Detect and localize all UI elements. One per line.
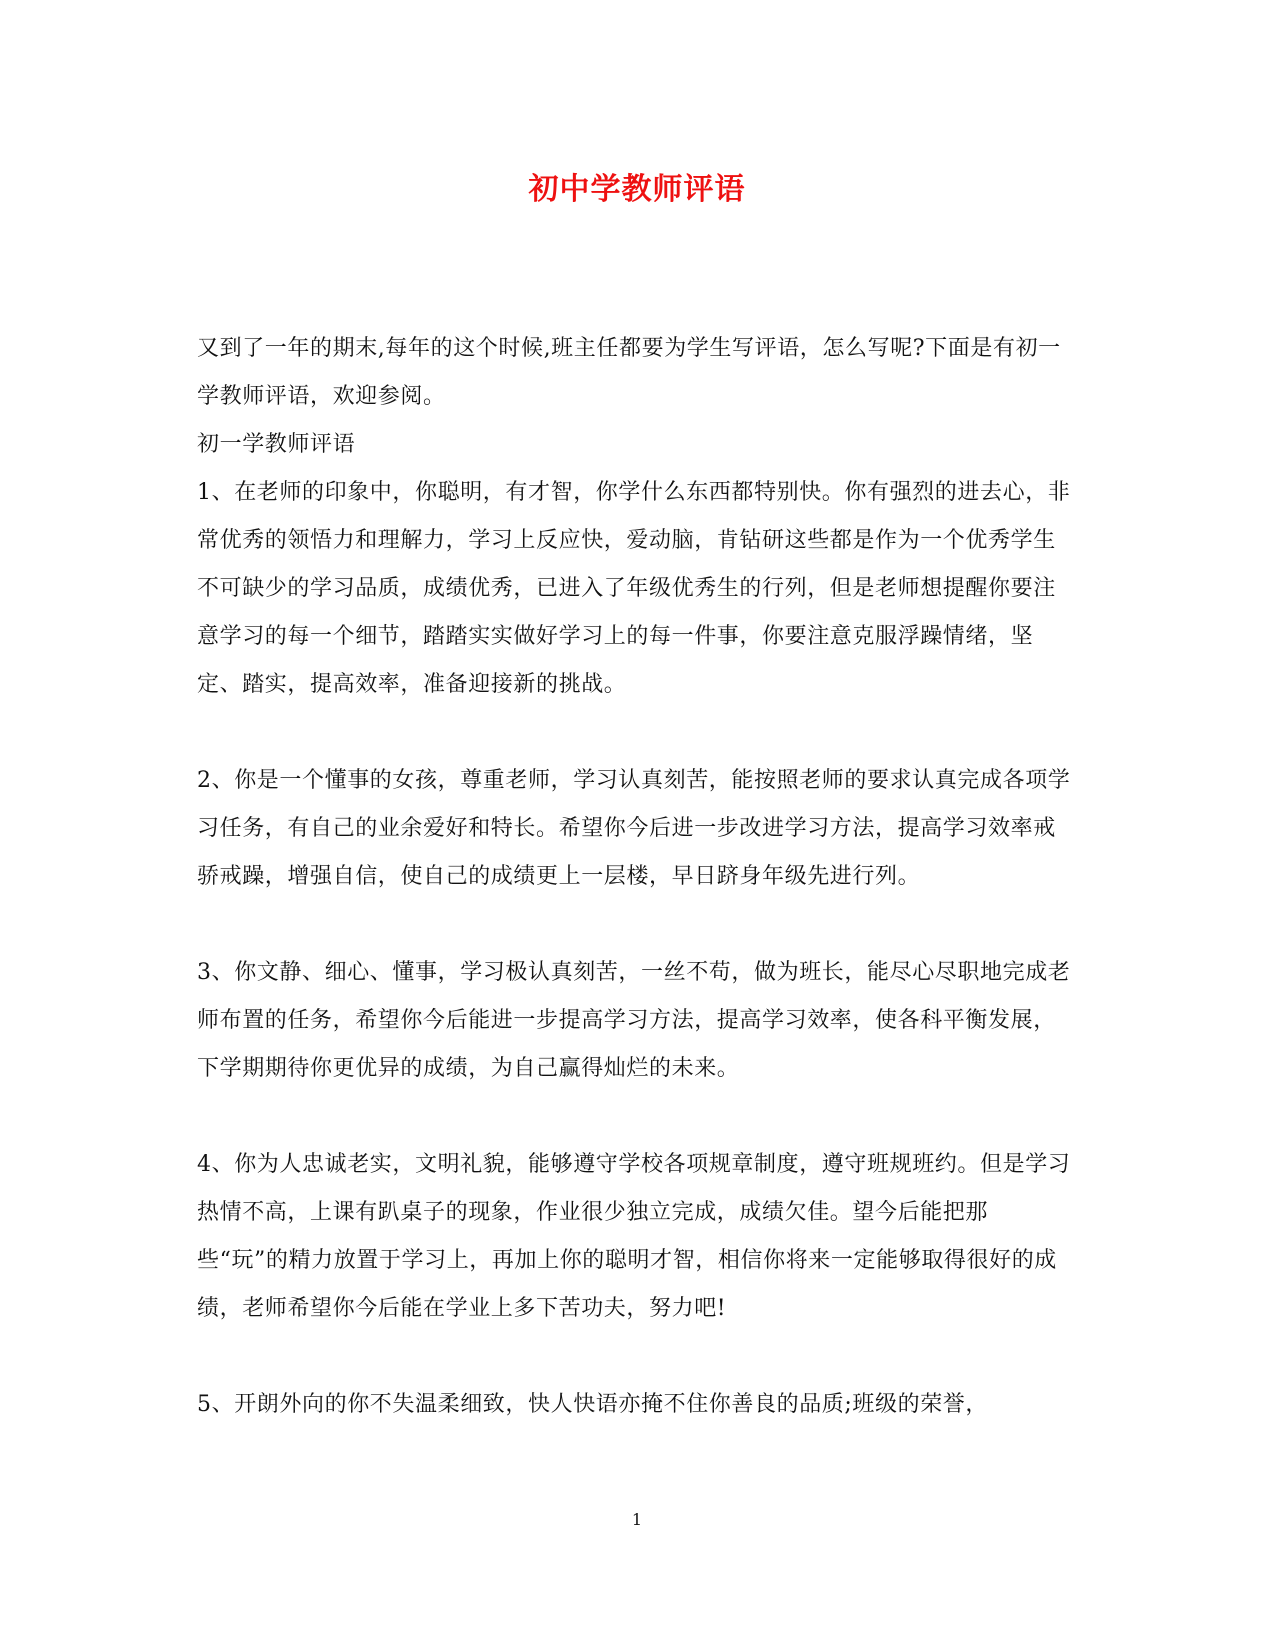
paragraph-gap: [197, 901, 1077, 949]
comment-5: 5、开朗外向的你不失温柔细致，快人快语亦掩不住你善良的品质;班级的荣誉，: [197, 1392, 989, 1417]
comment-3: 3、你文静、细心、懂事，学习极认真刻苦，一丝不苟，做为班长，能尽心尽职地完成老师布置的任务，希望你今后能进一步提高学习方法，提高学习效率，使各科平衡发展，下学期期待你更优异的成绩，为自己赢得灿烂的未来。: [197, 960, 1071, 1081]
paragraph-gap: [197, 1333, 1077, 1381]
comment-4: 4、你为人忠诚老实，文明礼貌，能够遵守学校各项规章制度，遵守班规班约。但是学习热情不高，上课有趴桌子的现象，作业很少独立完成，成绩欠佳。望今后能把那些“玩”的精力放置于学习上，再加上你的聪明才智，相信你将来一定能够取得很好的成绩，老师希望你今后能在学业上多下苦功夫，努力吧!: [197, 1152, 1071, 1321]
page-number: 1: [631, 1510, 643, 1529]
paragraph-gap: [197, 1093, 1077, 1141]
document-body: [197, 325, 1077, 1429]
paragraph-gap: [197, 709, 1077, 757]
subheading: 初一学教师评语: [197, 432, 356, 457]
comment-2: 2、你是一个懂事的女孩，尊重老师，学习认真刻苦，能按照老师的要求认真完成各项学习任务，有自己的业余爱好和特长。希望你今后进一步改进学习方法，提高学习效率戒骄戒躁，增强自信，使自己的成绩更上一层楼，早日跻身年级先进行列。: [197, 768, 1071, 889]
comment-1: 1、在老师的印象中，你聪明，有才智，你学什么东西都特别快。你有强烈的进去心，非常优秀的领悟力和理解力，学习上反应快，爱动脑，肯钻研这些都是作为一个优秀学生不可缺少的学习品质，成绩优秀，已进入了年级优秀生的行列，但是老师想提醒你要注意学习的每一个细节，踏踏实实做好学习上的每一件事，你要注意克服浮躁情绪，坚定、踏实，提高效率，准备迎接新的挑战。: [197, 480, 1071, 697]
intro-paragraph: 又到了一年的期末,每年的这个时候,班主任都要为学生写评语，怎么写呢?下面是有初一学教师评语，欢迎参阅。: [197, 336, 1061, 409]
document-title: 初中学教师评语: [528, 172, 746, 207]
